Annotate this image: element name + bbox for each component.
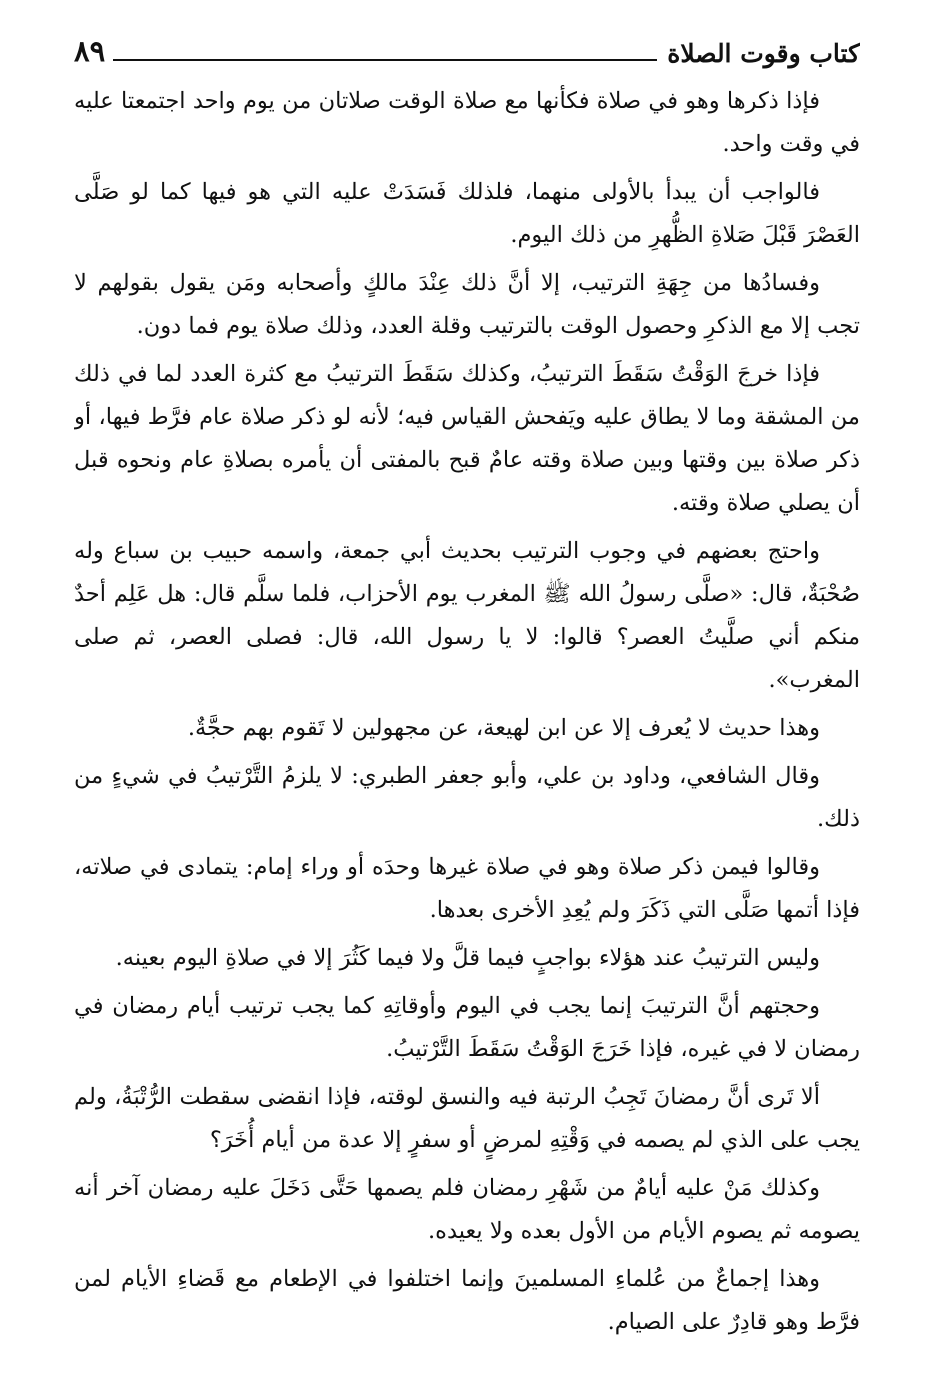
paragraph: فإذا ذكرها وهو في صلاة فكأنها مع صلاة الوقت صلاتان من يوم واحد اجتمعتا عليه في وقت واحد. bbox=[74, 88, 860, 157]
paragraph: وقالوا فيمن ذكر صلاة وهو في صلاة غيرها وحدَه أو وراء إمام: يتمادى في صلاته، فإذا أتمها صَلَّى التي ذَكَرَ ولم يُعِدِ الأخرى بعدها. bbox=[74, 854, 860, 923]
paragraph: فالواجب أن يبدأ بالأولى منهما، فلذلك فَسَدَتْ عليه التي هو فيها كما لو صَلَّى العَصْرَ قَبْلَ صَلاةِ الظُّهرِ من ذلك اليوم. bbox=[74, 179, 860, 248]
paragraph: وقال الشافعي، وداود بن علي، وأبو جعفر الطبري: لا يلزمُ التَّرْتيبُ في شيءٍ من ذلك. bbox=[74, 763, 860, 832]
book-page bbox=[74, 22, 860, 1372]
paragraph: وكذلك مَنْ عليه أيامٌ من شَهْرِ رمضان فلم يصمها حَتَّى دَخَلَ عليه رمضان آخر أنه يصومه ثم يصوم الأيام من الأول بعده ولا يعيده. bbox=[74, 1175, 860, 1244]
chapter-title: كتاب وقوت الصلاة bbox=[667, 39, 860, 68]
paragraph: وحجتهم أنَّ الترتيبَ إنما يجب في اليوم وأوقاتِهِ كما يجب ترتيب أيام رمضان في رمضان لا في غيره، فإذا خَرَجَ الوَقْتُ سَقَطَ التَّرْتيبُ. bbox=[74, 993, 860, 1062]
paragraph: ألا تَرى أنَّ رمضانَ تَجِبُ الرتبة فيه والنسق لوقته، فإذا انقضى سقطت الرُّتْبَةُ، ولم يجب على الذي لم يصمه في وَقْتِهِ لمرضٍ أو سفرٍ إلا عدة من أيام أُخَرَ؟ bbox=[74, 1084, 860, 1153]
page-number: ٨٩ bbox=[74, 34, 106, 68]
paragraph: وفسادُها من جِهَةِ الترتيب، إلا أنَّ ذلك عِنْدَ مالكٍ وأصحابه ومَن يقول بقولهم لا تجب إلا مع الذكرِ وحصول الوقت بالترتيب وقلة العدد، وذلك صلاة يوم فما دون. bbox=[74, 270, 860, 339]
paragraph: وهذا حديث لا يُعرف إلا عن ابن لهيعة، عن مجهولين لا تَقوم بهم حجَّةٌ. bbox=[187, 715, 820, 741]
paragraph: وهذا إجماعٌ من عُلماءِ المسلمينَ وإنما اختلفوا في الإطعام مع قَضاءِ الأيام لمن فرَّط وهو قادِرٌ على الصيام. bbox=[74, 1266, 860, 1335]
paragraph: وليس الترتيبُ عند هؤلاء بواجبٍ فيما قلَّ ولا فيما كَثُرَ إلا في صلاةِ اليوم بعينه. bbox=[115, 945, 820, 971]
paragraph: واحتج بعضهم في وجوب الترتيب بحديث أبي جمعة، واسمه حبيب بن سباع وله صُحْبَةٌ، قال: «صلَّى رسولُ الله ﷺ المغرب يوم الأحزاب، فلما سلَّم قال: هل عَلِم أحدٌ منكم أني صلَّيتُ العصر؟ قالوا: لا يا رسول الله، قال: فصلى العصر، ثم صلى المغرب». bbox=[74, 538, 860, 693]
running-header bbox=[74, 22, 860, 66]
body-text bbox=[74, 80, 860, 1344]
paragraph: فإذا خرجَ الوَقْتُ سَقَطَ الترتيبُ، وكذلك سَقَطَ الترتيبُ مع كثرة العدد لما في ذلك من المشقة وما لا يطاق عليه ويَفحش القياس فيه؛ لأنه لو ذكر صلاة عام فرَّط فيها، أو ذكر صلاة بين وقتها وبين صلاة وقته عامٌ قبح بالمفتى أن يأمره بصلاةِ عام ونحوه قبل أن يصلي صلاة وقته. bbox=[74, 361, 860, 516]
header-rule bbox=[113, 59, 657, 61]
